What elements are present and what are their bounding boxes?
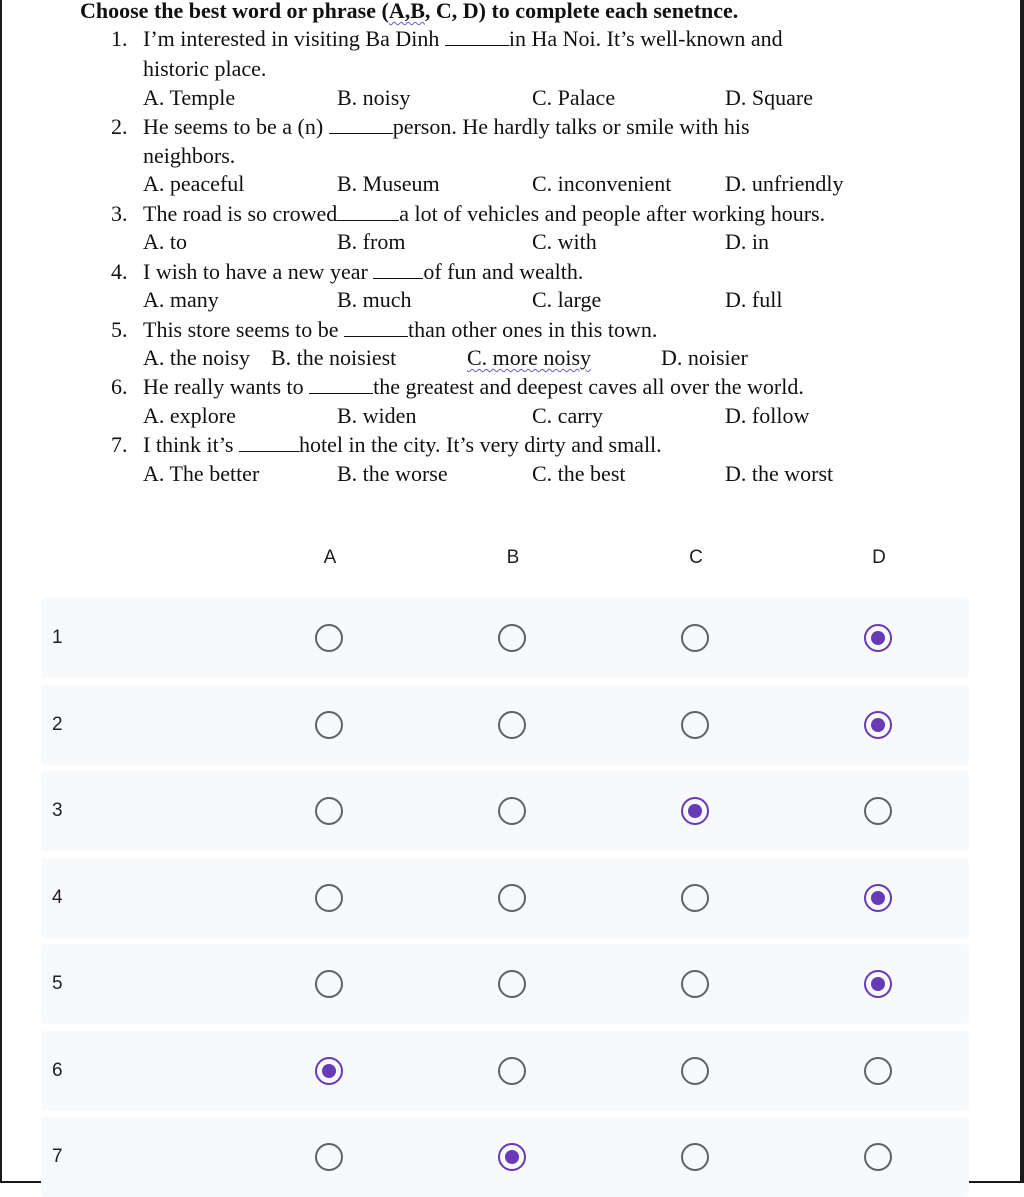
option-b: B. from: [337, 229, 406, 254]
radio-row-1-a[interactable]: [315, 624, 343, 652]
answer-blank: [445, 27, 509, 46]
option-c: C. Palace: [532, 85, 616, 110]
radio-row-4-b[interactable]: [498, 884, 526, 912]
answer-blank: [309, 375, 373, 394]
radio-row-6-b[interactable]: [498, 1057, 526, 1085]
question-3: 3. The road is so crowed a lot of vehicles and people after working hours.: [111, 201, 826, 226]
answer-blank: [373, 260, 423, 279]
option-a: A. The better: [143, 461, 260, 486]
radio-row-5-b[interactable]: [498, 970, 526, 998]
radio-row-5-d[interactable]: [864, 970, 892, 998]
row-label: 1: [52, 627, 63, 648]
option-a: A. the noisy: [143, 345, 250, 370]
radio-row-4-d[interactable]: [864, 884, 892, 912]
radio-row-7-d[interactable]: [864, 1143, 892, 1171]
radio-row-2-d[interactable]: [864, 711, 892, 739]
option-a: A. Temple: [143, 85, 236, 110]
option-a: A. explore: [143, 403, 236, 428]
column-header-c: C: [689, 547, 703, 568]
radio-row-2-c[interactable]: [681, 711, 709, 739]
option-d: D. unfriendly: [725, 171, 844, 196]
radio-row-5-a[interactable]: [315, 970, 343, 998]
option-d: D. noisier: [661, 345, 748, 370]
column-header-d: D: [872, 547, 886, 568]
option-b: B. Museum: [337, 171, 440, 196]
answer-blank: [239, 433, 299, 452]
radio-row-1-b[interactable]: [498, 624, 526, 652]
option-a: A. to: [143, 229, 187, 254]
radio-row-3-c[interactable]: [681, 797, 709, 825]
option-a: A. peaceful: [143, 171, 245, 196]
option-b: B. widen: [337, 403, 417, 428]
radio-row-3-a[interactable]: [315, 797, 343, 825]
window-border-left: [0, 0, 2, 1183]
question-2-continued: neighbors.: [143, 143, 236, 168]
option-d: D. follow: [725, 403, 810, 428]
radio-row-7-b[interactable]: [498, 1143, 526, 1171]
option-d: D. the worst: [725, 461, 834, 486]
option-c: C. large: [532, 287, 602, 312]
option-c: C. with: [532, 229, 597, 254]
radio-row-4-a[interactable]: [315, 884, 343, 912]
option-b: B. the noisiest: [271, 345, 397, 370]
option-d: D. Square: [725, 85, 813, 110]
radio-row-6-c[interactable]: [681, 1057, 709, 1085]
option-c: C. carry: [532, 403, 603, 428]
question-1-continued: historic place.: [143, 56, 267, 81]
instruction-heading: Choose the best word or phrase (A,B, C, D) to complete each senetnce.: [80, 0, 739, 23]
row-label: 4: [52, 887, 63, 908]
radio-row-6-d[interactable]: [864, 1057, 892, 1085]
option-b: B. much: [337, 287, 412, 312]
answer-blank: [344, 318, 408, 337]
question-1: 1. I’m interested in visiting Ba Dinh in Ha Noi. It’s well-known and: [111, 26, 783, 51]
radio-row-1-c[interactable]: [681, 624, 709, 652]
radio-row-7-c[interactable]: [681, 1143, 709, 1171]
row-label: 5: [52, 973, 63, 994]
option-d: D. full: [725, 287, 783, 312]
window-border-right: [1020, 0, 1024, 1183]
radio-row-6-a[interactable]: [315, 1057, 343, 1085]
radio-row-3-b[interactable]: [498, 797, 526, 825]
answer-blank: [329, 115, 393, 134]
radio-row-4-c[interactable]: [681, 884, 709, 912]
radio-row-5-c[interactable]: [681, 970, 709, 998]
option-b: B. noisy: [337, 85, 411, 110]
row-label: 2: [52, 714, 63, 735]
option-d: D. in: [725, 229, 769, 254]
question-4: 4. I wish to have a new year of fun and wealth.: [111, 259, 584, 284]
option-a: A. many: [143, 287, 219, 312]
radio-row-2-b[interactable]: [498, 711, 526, 739]
row-label: 6: [52, 1060, 63, 1081]
option-c: C. inconvenient: [532, 171, 672, 196]
answer-blank: [337, 202, 399, 221]
radio-row-3-d[interactable]: [864, 797, 892, 825]
question-7: 7. I think it’s hotel in the city. It’s very dirty and small.: [111, 432, 662, 457]
spellcheck-mark: A,B: [388, 0, 425, 23]
option-c: C. the best: [532, 461, 626, 486]
column-header-a: A: [323, 547, 337, 568]
option-c: C. more noisy: [467, 345, 592, 370]
option-b: B. the worse: [337, 461, 448, 486]
row-label: 3: [52, 800, 63, 821]
column-header-b: B: [506, 547, 520, 568]
radio-row-7-a[interactable]: [315, 1143, 343, 1171]
radio-row-1-d[interactable]: [864, 624, 892, 652]
row-label: 7: [52, 1146, 63, 1167]
question-2: 2. He seems to be a (n) person. He hardly talks or smile with his: [111, 114, 750, 139]
radio-row-2-a[interactable]: [315, 711, 343, 739]
question-6: 6. He really wants to the greatest and deepest caves all over the world.: [111, 374, 804, 399]
question-5: 5. This store seems to be than other ones in this town.: [111, 317, 658, 342]
